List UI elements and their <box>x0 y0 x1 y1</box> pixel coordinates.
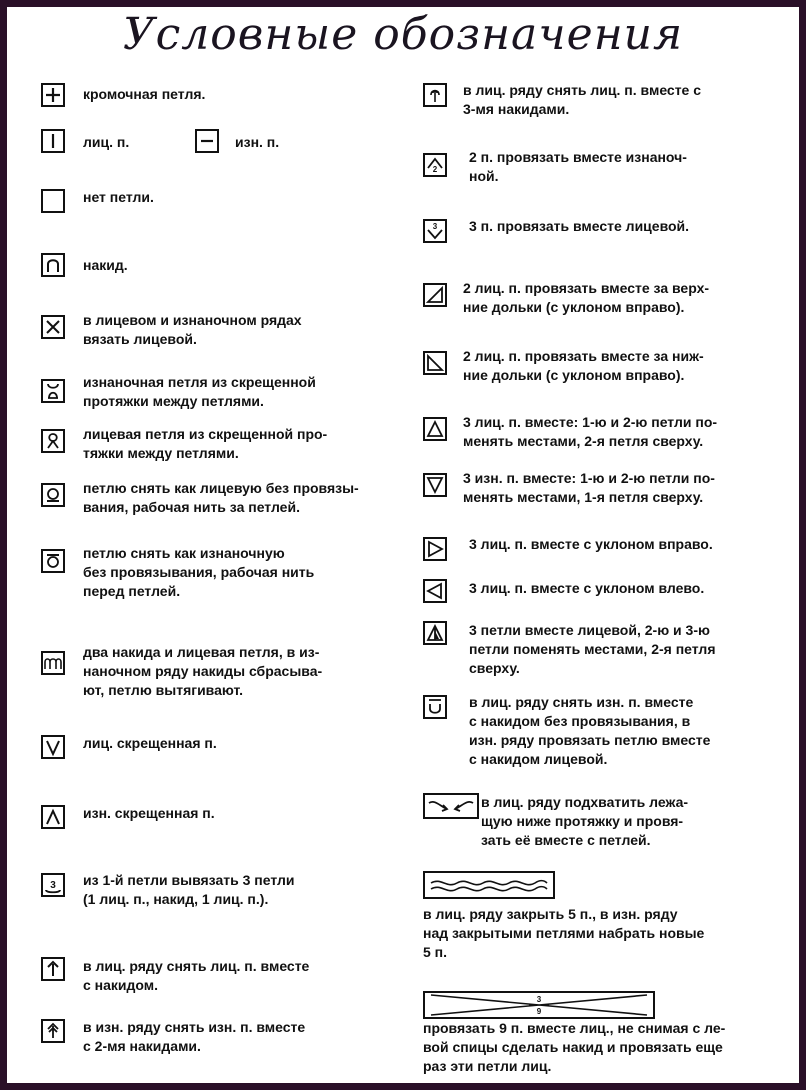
right-slant-dec-upper-symbol-icon <box>423 283 447 307</box>
legend-text-two-purl-together: 2 п. провязать вместе изнаноч- ной. <box>469 149 687 184</box>
triangle-left-symbol-icon <box>423 579 447 603</box>
legend-text-yarnover: накид. <box>83 257 128 273</box>
legend-text-pick-up-strand: в лиц. ряду подхватить лежа- щую ниже протяжку и провя- зать её вместе с петлей. <box>481 794 689 848</box>
triangle-up-symbol-icon <box>423 417 447 441</box>
svg-text:3: 3 <box>432 222 438 231</box>
legend-text-slip-knit-three-yarnovers: в лиц. ряду снять лиц. п. вместе с 3-мя накидами. <box>463 82 702 117</box>
slip-purl-symbol-icon <box>41 549 65 573</box>
three-knit-together-symbol-icon <box>423 219 447 243</box>
svg-text:3: 3 <box>50 880 56 891</box>
nine-together-symbol-icon <box>423 991 655 1019</box>
legend-text-crossed-purl: изнаночная петля из скрещенной протяжки между петлями. <box>83 374 316 409</box>
triangle-split-symbol-icon <box>423 621 447 645</box>
legend-text-slip-knit: петлю снять как лицевую без провязы- вания, рабочая нить за петлей. <box>83 480 359 515</box>
caret-symbol-icon <box>41 805 65 829</box>
crossed-purl-symbol-icon <box>41 379 65 403</box>
legend-text-nine-together: провязать 9 п. вместе лиц., не снимая с ле- вой спицы сделать накид и провязать еще раз эти петли лиц. <box>423 1020 726 1074</box>
legend-text-three-knit-together: 3 п. провязать вместе лицевой. <box>469 218 690 234</box>
svg-text:3: 3 <box>536 995 542 1004</box>
legend-text-right-slant-dec-lower: 2 лиц. п. провязать вместе за ниж- ние дольки (с уклоном вправо). <box>463 348 704 383</box>
bind-off-wave-symbol-icon <box>423 871 555 899</box>
legend-text-edge: кромочная петля. <box>83 86 206 102</box>
legend-text-slip-purl-yarnover: в лиц. ряду снять изн. п. вместе с накидом без провязывания, в изн. ряду провязать петлю вместе с накидом лицевой. <box>469 694 711 767</box>
vertical-bar-symbol-icon <box>41 129 65 153</box>
v-symbol-icon <box>41 735 65 759</box>
slip-knit-symbol-icon <box>41 483 65 507</box>
legend-text-three-knit-swap: 3 петли вместе лицевой, 2-ю и 3-ю петли поменять местами, 2-я петля сверху. <box>469 622 716 676</box>
svg-text:2: 2 <box>432 165 438 174</box>
legend-text-three-knit-right: 3 лиц. п. вместе с уклоном вправо. <box>469 536 713 552</box>
legend-text-knit-crossed: лиц. скрещенная п. <box>83 735 217 751</box>
legend-text-purl-crossed: изн. скрещенная п. <box>83 805 215 821</box>
legend-text-x: в лицевом и изнаночном рядах вязать лицевой. <box>83 312 302 347</box>
slip-knit-three-yarnovers-symbol-icon <box>423 83 447 107</box>
legend-text-knit: лиц. п. <box>83 134 130 150</box>
legend-text-three-knit-cross: 3 лиц. п. вместе: 1-ю и 2-ю петли по- менять местами, 2-я петля сверху. <box>463 414 718 449</box>
three-from-one-symbol-icon <box>41 873 65 897</box>
legend-text-double-yarnover: два накида и лицевая петля, в из- наночном ряду накиды сбрасыва- ют, петлю вытягивают. <box>83 644 323 698</box>
triangle-right-symbol-icon <box>423 537 447 561</box>
dash-symbol-icon <box>195 129 219 153</box>
legend-text-three-knit-left: 3 лиц. п. вместе с уклоном влево. <box>469 580 705 596</box>
legend-text-slip-purl-two-yarnovers: в изн. ряду снять изн. п. вместе с 2-мя накидами. <box>83 1019 306 1054</box>
crossed-knit-symbol-icon <box>41 429 65 453</box>
plus-symbol-icon <box>41 83 65 107</box>
page-title: Условные обозначения <box>122 9 684 60</box>
triangle-down-symbol-icon <box>423 473 447 497</box>
empty-symbol-icon <box>41 189 65 213</box>
svg-text:9: 9 <box>536 1007 542 1016</box>
legend-text-purl: изн. п. <box>235 134 280 150</box>
slip-purl-yarnover-symbol-icon <box>423 695 447 719</box>
legend-text-right-slant-dec-upper: 2 лиц. п. провязать вместе за верх- ние дольки (с уклоном вправо). <box>463 280 710 315</box>
slip-purl-two-yarnovers-symbol-icon <box>41 1019 65 1043</box>
legend-text-no-stitch: нет петли. <box>83 189 154 205</box>
two-purl-together-symbol-icon <box>423 153 447 177</box>
right-slant-dec-lower-symbol-icon <box>423 351 447 375</box>
legend-text-three-from-one: из 1-й петли вывязать 3 петли (1 лиц. п., накид, 1 лиц. п.). <box>83 872 295 907</box>
legend-text-three-purl-cross: 3 изн. п. вместе: 1-ю и 2-ю петли по- менять местами, 1-я петля сверху. <box>463 470 715 505</box>
legend-text-slip-purl: петлю снять как изнаночную без провязывания, рабочая нить перед петлей. <box>83 545 315 599</box>
legend-text-crossed-knit: лицевая петля из скрещенной про- тяжки между петлями. <box>83 426 328 461</box>
legend-text-slip-with-yarnover: в лиц. ряду снять лиц. п. вместе с накидом. <box>83 958 310 993</box>
double-yarnover-symbol-icon <box>41 651 65 675</box>
legend-text-bind-off: в лиц. ряду закрыть 5 п., в изн. ряду над закрытыми петлями набрать новые 5 п. <box>423 906 705 960</box>
legend-sheet <box>7 7 799 1083</box>
slip-with-yarnover-symbol-icon <box>41 957 65 981</box>
x-symbol-icon <box>41 315 65 339</box>
arch-symbol-icon <box>41 253 65 277</box>
pick-up-strand-symbol-icon <box>423 793 479 819</box>
